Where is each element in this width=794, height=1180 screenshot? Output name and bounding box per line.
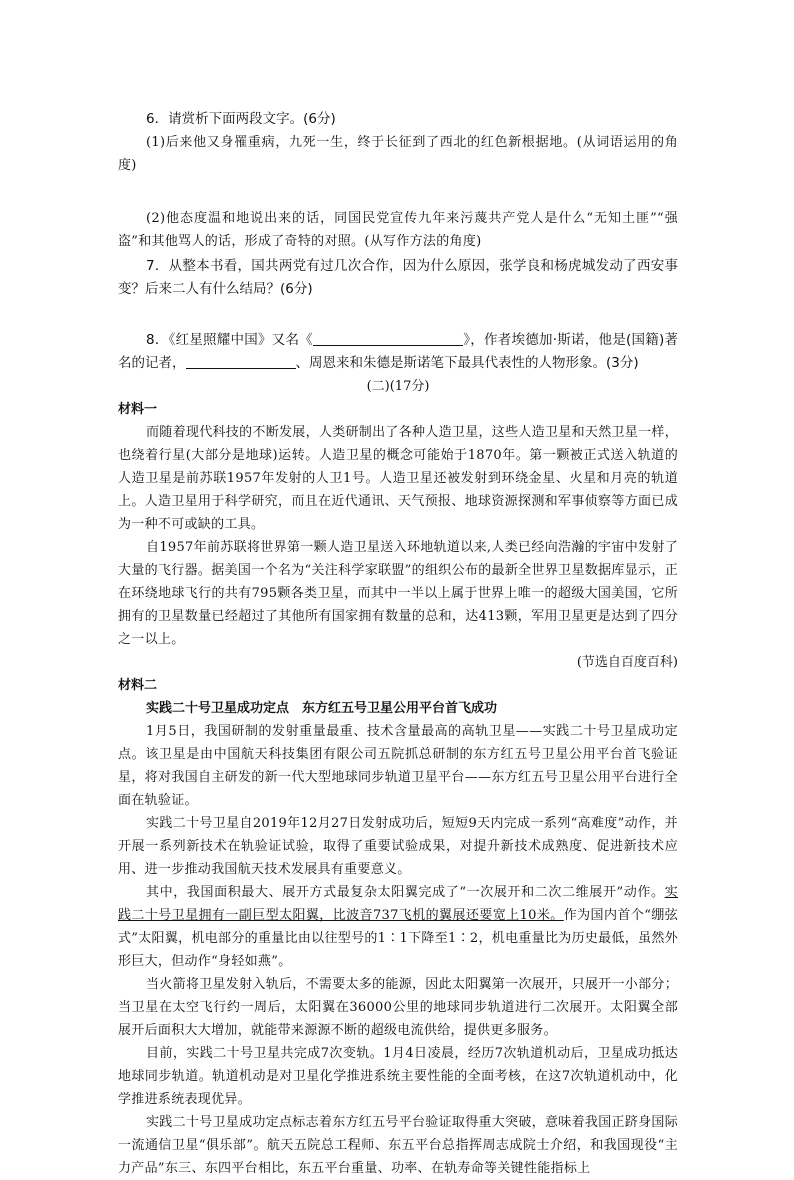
material-2-paragraph-6: 实践二十号卫星成功定点标志着东方红五号平台验证取得重大突破，意味着我国正跻身国际一流通信卫星“俱乐部”。航天五院总工程师、东五平台总指挥周志成院士介绍，和我国现役“主力产品”东三、东四平台相比，东五平台重量、功率、在轨寿命等关键性能指标上 [118, 1115, 679, 1176]
material-2-paragraph-3-a: 其中，我国面积最大、展开方式最复杂太阳翼完成了“一次展开和二次二维展开”动作。 [146, 885, 665, 900]
question-6-title: 6．请赏析下面两段文字。(6分) [146, 111, 336, 127]
material-1-paragraph-1: 而随着现代科技的不断发展，人类研制出了各种人造卫星，这些人造卫星和天然卫星一样，也绕着行星(大部分是地球)运转。人造卫星的概念可能始于1870年。第一颗被正式送入轨道的人造卫星是前苏联1957年发射的人卫1号。人造卫星还被发射到环绕金星、火星和月亮的轨道上。人造卫星用于科学研究，而且在近代通讯、天气预报、地球资源探测和军事侦察等方面已成为一种不可或缺的工具。 [118, 425, 679, 532]
question-6-part-1: (1)后来他又身罹重病，九死一生，终于长征到了西北的红色新根据地。(从词语运用的角度) [118, 135, 678, 173]
question-6-part-2: (2)他态度温和地说出来的话，同国民党宣传九年来污蔑共产党人是什么“无知土匪”“强盗”和其他骂人的话，形成了奇特的对照。(从写作方法的角度) [118, 211, 678, 249]
document-page [118, 108, 678, 1180]
question-8-text-a: 8．《红星照耀中国》又名《 [146, 332, 314, 348]
underlined-sentence: 实践二十号卫星拥有一副巨型太阳翼，比波音737飞机的翼展还要宽上10米。 [118, 885, 678, 923]
material-1-label: 材料一 [118, 402, 158, 417]
fill-blank-1[interactable] [313, 331, 463, 346]
question-8-text-b: 》，作者埃德加·斯诺，他是(国籍)著名的记者， [118, 332, 679, 371]
material-2-label: 材料二 [118, 678, 158, 693]
question-7: 7．从整本书看，国共两党有过几次合作，因为什么原因，张学良和杨虎城发动了西安事变？后来二人有什么结局？(6分) [118, 258, 678, 297]
material-2-paragraph-5: 目前，实践二十号卫星共完成7次变轨。1月4日凌晨，经历7次轨道机动后，卫星成功抵达地球同步轨道。轨道机动是对卫星化学推进系统主要性能的全面考核，在这7次轨道机动中，化学推进系统表现优异。 [118, 1046, 678, 1107]
material-2-paragraph-3-b: 作为国内首个“绷弦式”太阳翼，机电部分的重量比由以往型号的1∶1下降至1∶2，机电重量比为历史最低，虽然外形巨大，但动作“身轻如燕”。 [118, 908, 678, 969]
fill-blank-2[interactable] [186, 354, 296, 369]
material-2-paragraph-4: 当火箭将卫星发射入轨后，不需要太多的能源，因此太阳翼第一次展开，只展开一小部分；当卫星在太空飞行约一周后，太阳翼在36000公里的地球同步轨道进行二次展开。太阳翼全部展开后面积大大增加，就能带来源源不断的超级电流供给，提供更多服务。 [118, 977, 679, 1038]
question-8 [118, 329, 678, 375]
material-2-paragraph-2: 实践二十号卫星自2019年12月27日发射成功后，短短9天内完成一系列“高难度”动作，并开展一系列新技术在轨验证试验，取得了重要试验成果，对提升新技术成熟度、促进新技术应用、进一步推动我国航天技术发展具有重要意义。 [118, 816, 678, 877]
material-1-source: (节选自百度百科) [576, 655, 678, 670]
answer-space [118, 301, 678, 329]
answer-space [118, 177, 678, 207]
material-2-headline: 实践二十号卫星成功定点 东方红五号卫星公用平台首飞成功 [146, 701, 498, 716]
material-2-paragraph-3 [118, 881, 678, 973]
question-8-text-c: 、周恩来和朱德是斯诺笔下最具代表性的人物形象。(3分) [295, 355, 639, 371]
section-heading: (二)(17分) [366, 379, 430, 394]
material-1-paragraph-2: 自1957年前苏联将世界第一颗人造卫星送入环地轨道以来,人类已经向浩瀚的宇宙中发射了大量的飞行器。据美国一个名为“关注科学家联盟”的组织公布的最新全世界卫星数据库显示，正在环绕地球飞行的共有795颗各类卫星，而其中一半以上属于世界上唯一的超级大国美国，它所拥有的卫星数量已经超过了其他所有国家拥有数量的总和，达413颗，军用卫星更是达到了四分之一以上。 [118, 540, 678, 647]
material-2-paragraph-1: 1月5日，我国研制的发射重量最重、技术含量最高的高轨卫星——实践二十号卫星成功定点。该卫星是由中国航天科技集团有限公司五院抓总研制的东方红五号卫星公用平台首飞验证星，将对我国自主研发的新一代大型地球同步轨道卫星平台——东方红五号卫星公用平台进行全面在轨验证。 [118, 724, 678, 808]
